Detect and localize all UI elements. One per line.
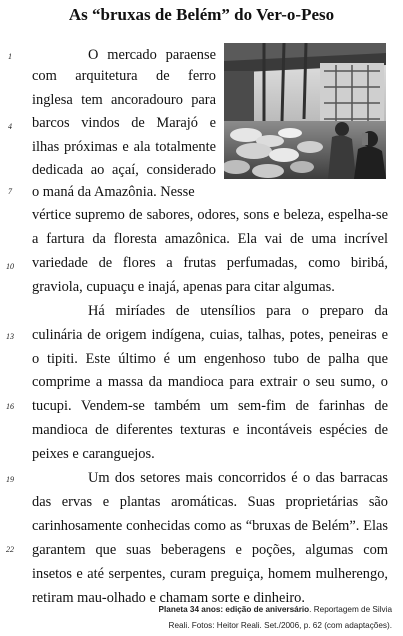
source-credit (92, 604, 392, 615)
text-line: vértice supremo de sabores, odores, sons e beleza, espelha-se (32, 207, 388, 223)
text-line: o tipiti. Este último é um engenhoso tubo de palha que (32, 351, 388, 367)
line-number: 4 (8, 122, 12, 131)
line-number: 1 (8, 52, 12, 61)
text-line: retiram mau-olhado e chamam sorte e dinheiro. (32, 590, 305, 606)
text-line: tucupi. Vendem-se também um sem-fim de farinhas de (32, 398, 388, 414)
text-line: com arquitetura de ferro (32, 68, 216, 84)
text-line: barcos vindos de Marajó e (32, 115, 216, 131)
market-photo-image (224, 43, 386, 179)
text-line: a fartura da floresta amazônica. Ela vai de uma incrível (32, 231, 388, 247)
text-line: o maná da Amazônia. Nesse (32, 184, 195, 200)
line-number: 19 (6, 475, 14, 484)
source-credit-line2: Reali. Fotos: Heitor Reali. Set./2006, p. 62 (com adaptações). (168, 621, 392, 630)
text-line: culinária de origem indígena, cuias, talhas, potes, peneiras e (32, 327, 388, 343)
text-line: O mercado paraense (88, 47, 216, 63)
text-line: variedade de flores a frutas perfumadas, como biribá, (32, 255, 388, 271)
line-number: 7 (8, 187, 12, 196)
text-line: carinhosamente conhecidas como as “bruxas de Belém”. Elas (32, 518, 388, 534)
line-number: 22 (6, 545, 14, 554)
line-number: 16 (6, 402, 14, 411)
article-title: As “bruxas de Belém” do Ver-o-Peso (68, 5, 335, 24)
text-line: peixes e caranguejos. (32, 446, 155, 462)
text-line: inglesa tem ancoradouro para (32, 92, 216, 108)
source-title: Planeta 34 anos: edição de aniversário (158, 605, 310, 614)
text-line: ilhas próximas e ala totalmente (32, 139, 216, 155)
market-photo (224, 43, 386, 179)
text-line: dedicada ao açaí, considerado (32, 162, 216, 178)
text-line: comprime a massa da mandioca para extrair o seu sumo, o (32, 374, 388, 390)
text-line: Um dos setores mais concorridos é o das barracas (88, 470, 388, 486)
line-number: 13 (6, 332, 14, 341)
source-credit-rest: . Reportagem de Silvia (309, 605, 392, 614)
text-line: graviola, cupuaçu e inajá, apenas para citar algumas. (32, 279, 335, 295)
text-line: insetos e até serpentes, curam preguiça, homem mulherengo, (32, 566, 388, 582)
text-line: mandioca de diferentes texturas e incontáveis espécies de (32, 422, 388, 438)
text-line: Há miríades de utensílios para o preparo da (88, 303, 388, 319)
text-line: garantem que suas beberagens e poções, algumas com (32, 542, 388, 558)
text-line: das ervas e plantas aromáticas. Suas proprietárias são (32, 494, 388, 510)
line-number: 10 (6, 262, 14, 271)
